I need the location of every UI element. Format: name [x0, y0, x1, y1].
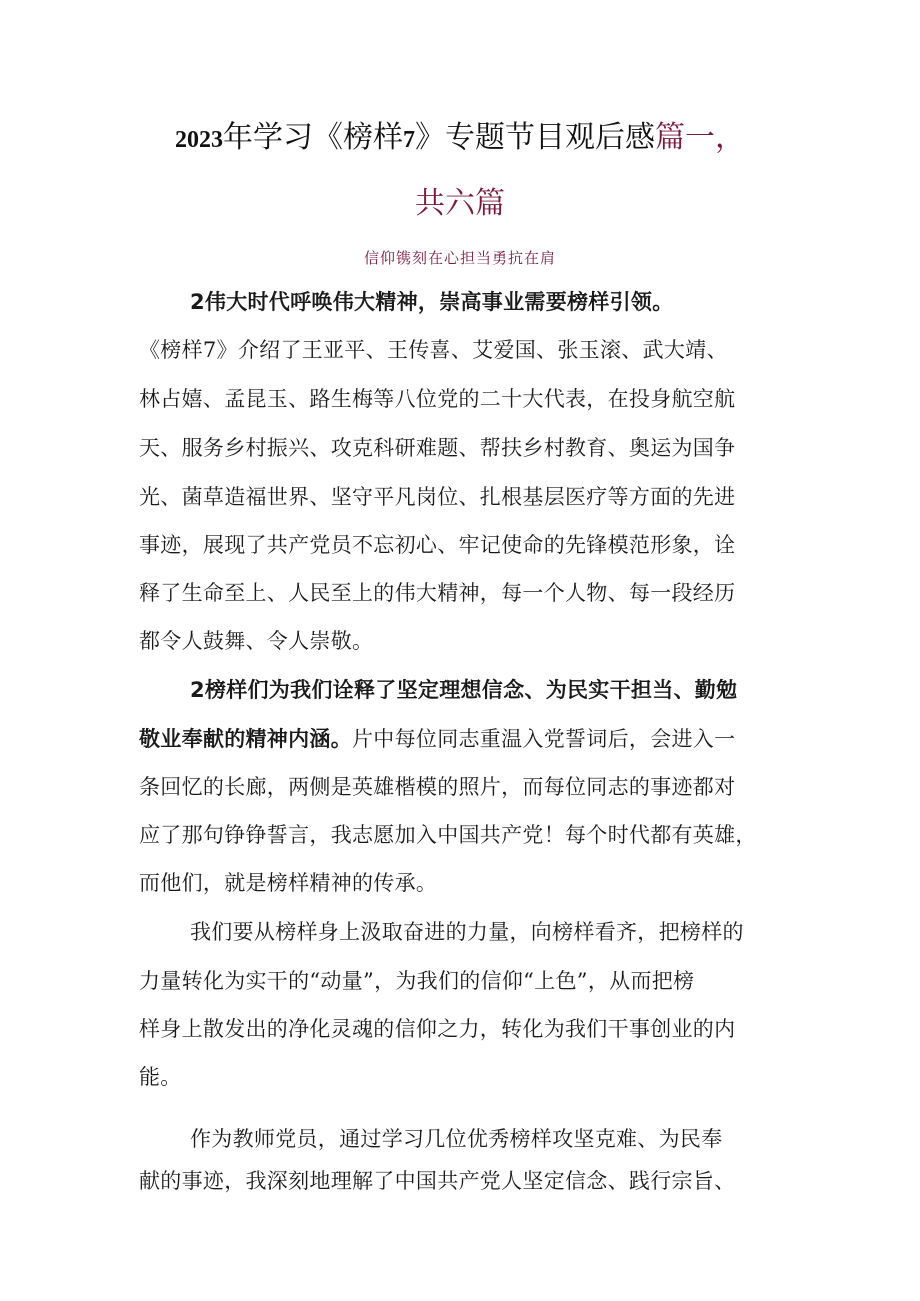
paragraph-line: 能。: [139, 1065, 182, 1089]
title-accent: 篇一，: [655, 120, 745, 155]
paragraph-line: 应了那句铮铮誓言，我志愿加入中国共产党！每个时代都有英雄，: [139, 823, 757, 847]
paragraph-line: 事迹，展现了共产党员不忘初心、牢记使命的先锋模范形象，诠: [139, 533, 736, 557]
paragraph-line: 敬业奉献的精神内涵。片中每位同志重温入党誓词后，会进入一: [139, 727, 736, 751]
paragraph-line: 2伟大时代呼唤伟大精神，崇高事业需要榜样引领。: [190, 290, 674, 314]
title-text: 年学习《榜样: [223, 120, 403, 155]
document-title-line-2: 共六篇: [415, 186, 505, 221]
title-number: 7: [403, 127, 415, 153]
document-title-line-1: [0, 118, 920, 160]
paragraph-line: 条回忆的长廊，两侧是英雄楷模的照片，而每位同志的事迹都对: [139, 775, 736, 799]
paragraph-line: 样身上散发出的净化灵魂的信仰之力，转化为我们干事创业的内: [139, 1017, 736, 1041]
paragraph-line: 都令人鼓舞、令人崇敬。: [139, 629, 374, 653]
paragraph-line: 2榜样们为我们诠释了坚定理想信念、为民实干担当、勤勉: [190, 678, 738, 702]
document-subtitle: 信仰镌刻在心担当勇抗在肩: [363, 249, 556, 267]
paragraph-line: 天、服务乡村振兴、攻克科研难题、帮扶乡村教育、奥运为国争: [139, 436, 736, 460]
paragraph-line: 我们要从榜样身上汲取奋进的力量，向榜样看齐，把榜样的: [190, 920, 744, 944]
paragraph-line: 献的事迹，我深刻地理解了中国共产党人坚定信念、践行宗旨、: [139, 1169, 736, 1193]
paragraph-line: 光、菌草造福世界、坚守平凡岗位、扎根基层医疗等方面的先进: [139, 485, 736, 509]
title-year: 2023: [175, 127, 223, 153]
title-text-2: 》专题节目观后感: [415, 120, 655, 155]
paragraph-line: 林占嬉、孟昆玉、路生梅等八位党的二十大代表，在投身航空航: [139, 387, 736, 411]
paragraph-line: 力量转化为实干的“动量”，为我们的信仰“上色”，从而把榜: [139, 969, 695, 993]
paragraph-line: 释了生命至上、人民至上的伟大精神，每一个人物、每一段经历: [139, 581, 736, 605]
paragraph-line: 《榜样7》介绍了王亚平、王传喜、艾爱国、张玉滚、武大靖、: [139, 338, 728, 362]
paragraph-line: 作为教师党员，通过学习几位优秀榜样攻坚克难、为民奉: [190, 1127, 723, 1151]
paragraph-line: 而他们，就是榜样精神的传承。: [139, 871, 438, 895]
